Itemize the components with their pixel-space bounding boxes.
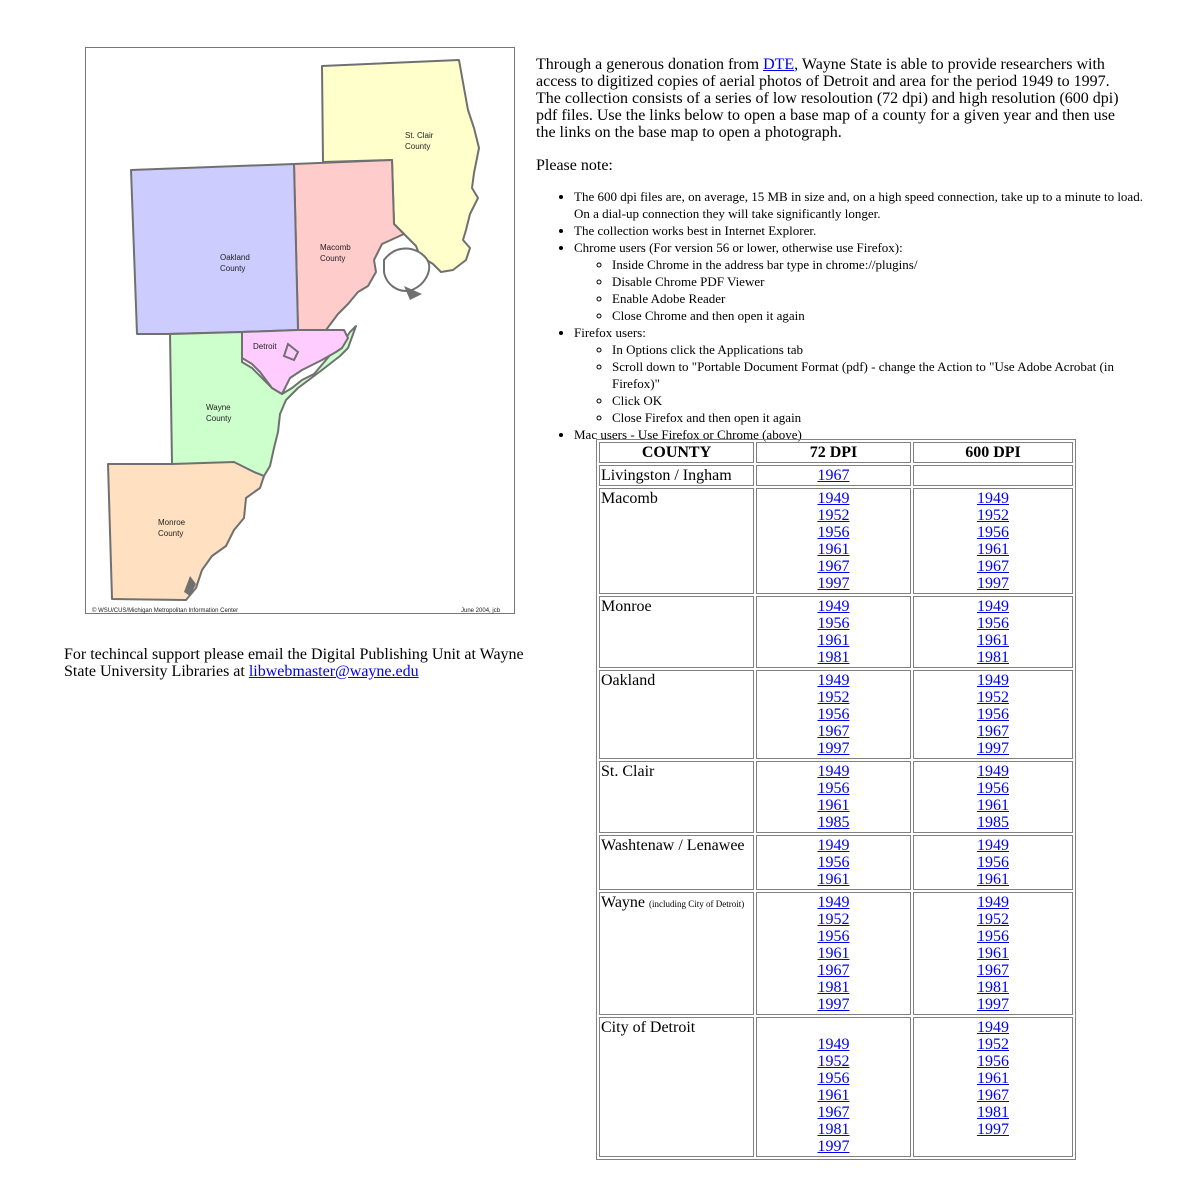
map-label-wayne-1: Wayne: [206, 403, 231, 412]
support-message: For techincal support please email the Digital Publishing Unit at Wayne State University Libraries at: [64, 646, 524, 680]
table-header-row: [599, 442, 1073, 463]
note-browser: • The collection works best in Internet Explorer.: [574, 222, 1146, 239]
year-link-600dpi[interactable]: 1956: [976, 780, 1009, 797]
year-link-600dpi[interactable]: 1961: [976, 1070, 1009, 1087]
year-link-72dpi[interactable]: 1956: [817, 928, 850, 945]
year-link-600dpi[interactable]: 1967: [976, 1087, 1009, 1104]
monroe-county-region[interactable]: [108, 462, 264, 600]
year-link-72dpi[interactable]: 1981: [817, 1121, 850, 1138]
year-link-72dpi[interactable]: 1961: [817, 945, 850, 962]
year-link-72dpi[interactable]: 1956: [817, 524, 850, 541]
dpi72-cell: [756, 1017, 911, 1157]
county-note: (including City of Detroit): [649, 899, 745, 909]
year-link-72dpi[interactable]: 1967: [817, 723, 850, 740]
year-link-72dpi[interactable]: 1949: [817, 598, 850, 615]
year-link-600dpi[interactable]: 1961: [976, 945, 1009, 962]
year-link-600dpi[interactable]: 1949: [976, 894, 1009, 911]
year-link-72dpi[interactable]: 1949: [817, 490, 850, 507]
county-name-cell: [599, 670, 754, 759]
year-link-600dpi[interactable]: 1961: [976, 632, 1009, 649]
county-name-cell: [599, 465, 754, 486]
dte-link[interactable]: DTE: [763, 56, 795, 73]
year-link-600dpi[interactable]: 1956: [976, 706, 1009, 723]
year-link-72dpi[interactable]: 1956: [817, 1070, 850, 1087]
table-row: [599, 488, 1073, 594]
header-600dpi: 600 DPI: [913, 442, 1073, 463]
county-year-table: [596, 439, 1076, 1160]
note-chrome: [574, 239, 1146, 324]
dpi600-cell: [913, 761, 1073, 833]
year-link-72dpi[interactable]: 1956: [817, 706, 850, 723]
map-label-monroe-2: County: [158, 529, 184, 538]
year-link-72dpi[interactable]: 1997: [817, 996, 850, 1013]
year-link-600dpi[interactable]: 1961: [976, 541, 1009, 558]
header-72dpi: 72 DPI: [756, 442, 911, 463]
dpi600-cell: [913, 892, 1073, 1015]
year-link-72dpi[interactable]: 1985: [817, 814, 850, 831]
support-text: [64, 646, 534, 680]
county-map-svg: [86, 48, 516, 615]
year-link-600dpi[interactable]: 1949: [976, 1019, 1009, 1036]
map-credit-left: © WSU/CUS/Michigan Metropolitan Information Center: [92, 608, 239, 614]
year-link-600dpi[interactable]: 1961: [976, 871, 1009, 888]
map-label-oakland-1: Oakland: [220, 253, 250, 262]
table-row: [599, 761, 1073, 833]
year-link-72dpi[interactable]: 1949: [817, 837, 850, 854]
firefox-step: ◦ Click OK: [612, 392, 1146, 409]
header-county: COUNTY: [599, 442, 754, 463]
year-link-600dpi[interactable]: 1967: [976, 962, 1009, 979]
county-name-cell: [599, 835, 754, 890]
year-link-72dpi[interactable]: 1956: [817, 780, 850, 797]
table-row: [599, 596, 1073, 668]
note-mac: • Mac users - Use Firefox or Chrome (above): [574, 426, 1146, 443]
year-link-600dpi[interactable]: 1956: [976, 928, 1009, 945]
year-link-72dpi[interactable]: 1949: [817, 672, 850, 689]
firefox-step: ◦ Scroll down to "Portable Document Format (pdf) - change the Action to "Use Adobe Acrobat (in Firefox)": [612, 358, 1146, 392]
map-label-st-clair-1: St. Clair: [405, 131, 434, 140]
county-name: Wayne: [601, 894, 650, 911]
dpi72-cell: [756, 465, 911, 486]
year-link-600dpi[interactable]: 1985: [976, 814, 1009, 831]
year-link-72dpi[interactable]: 1961: [817, 1087, 850, 1104]
dpi600-cell: [913, 596, 1073, 668]
please-note-label: Please note:: [536, 157, 613, 174]
chrome-step: ◦ Inside Chrome in the address bar type in chrome://plugins/: [612, 256, 1146, 273]
year-link-600dpi[interactable]: 1997: [976, 996, 1009, 1013]
year-link-72dpi[interactable]: 1981: [817, 649, 850, 666]
year-link-72dpi[interactable]: 1997: [817, 1138, 850, 1155]
year-link-600dpi[interactable]: 1997: [976, 575, 1009, 592]
year-link-600dpi[interactable]: 1949: [976, 763, 1009, 780]
year-link-72dpi[interactable]: 1967: [817, 467, 850, 484]
dpi600-cell: [913, 835, 1073, 890]
year-link-600dpi[interactable]: 1967: [976, 558, 1009, 575]
county-name: Monroe: [601, 598, 652, 615]
year-link-72dpi[interactable]: 1981: [817, 979, 850, 996]
table-row: [599, 670, 1073, 759]
map-label-detroit: Detroit: [253, 342, 277, 351]
year-link-72dpi[interactable]: 1997: [817, 740, 850, 757]
intro-paragraph: [536, 56, 1136, 141]
year-link-72dpi[interactable]: 1961: [817, 632, 850, 649]
table-row: [599, 465, 1073, 486]
county-name: City of Detroit: [601, 1019, 696, 1036]
year-link-600dpi[interactable]: 1961: [976, 797, 1009, 814]
year-link-600dpi[interactable]: 1956: [976, 524, 1009, 541]
year-link-72dpi[interactable]: 1967: [817, 558, 850, 575]
note-file-size: • The 600 dpi files are, on average, 15 MB in size and, on a high speed connection, take up to a minute to load. On a dial-up connection they will take significantly longer.: [574, 188, 1146, 222]
year-link-72dpi[interactable]: 1949: [817, 894, 850, 911]
lake-st-clair-shape: [384, 249, 429, 291]
year-link-72dpi[interactable]: 1956: [817, 854, 850, 871]
year-link-600dpi[interactable]: 1949: [976, 598, 1009, 615]
dpi600-cell: [913, 1017, 1073, 1157]
chrome-steps-list: [574, 256, 1146, 324]
year-link-72dpi[interactable]: 1961: [817, 797, 850, 814]
map-label-macomb-1: Macomb: [320, 243, 351, 252]
year-link-72dpi[interactable]: 1956: [817, 615, 850, 632]
map-credit-right: June 2004, jcb: [461, 608, 501, 614]
dpi72-cell: [756, 596, 911, 668]
note-firefox: [574, 324, 1146, 426]
year-link-600dpi[interactable]: 1949: [976, 837, 1009, 854]
dpi600-cell: [913, 488, 1073, 594]
year-link-72dpi[interactable]: 1952: [817, 689, 850, 706]
year-link-600dpi[interactable]: 1952: [976, 1036, 1009, 1053]
county-name-cell: [599, 488, 754, 594]
year-link-600dpi[interactable]: 1956: [976, 615, 1009, 632]
chrome-step: ◦ Disable Chrome PDF Viewer: [612, 273, 1146, 290]
year-link-600dpi[interactable]: 1981: [976, 979, 1009, 996]
map-label-monroe-1: Monroe: [158, 518, 186, 527]
firefox-step: ◦ In Options click the Applications tab: [612, 341, 1146, 358]
year-link-600dpi[interactable]: 1967: [976, 723, 1009, 740]
year-link-72dpi[interactable]: 1997: [817, 575, 850, 592]
year-link-72dpi[interactable]: 1949: [817, 763, 850, 780]
dpi72-cell: [756, 835, 911, 890]
year-link-72dpi[interactable]: 1952: [817, 1053, 850, 1070]
dpi72-cell: [756, 488, 911, 594]
support-email-link[interactable]: libwebmaster@wayne.edu: [248, 663, 419, 680]
year-link-600dpi[interactable]: 1949: [976, 490, 1009, 507]
year-link-600dpi[interactable]: 1997: [976, 740, 1009, 757]
county-name-cell: [599, 761, 754, 833]
note-firefox-label: Firefox users:: [574, 325, 646, 340]
year-link-72dpi[interactable]: 1961: [817, 871, 850, 888]
map-label-oakland-2: County: [220, 264, 246, 273]
year-link-600dpi[interactable]: 1956: [976, 854, 1009, 871]
chrome-step: ◦ Close Chrome and then open it again: [612, 307, 1146, 324]
intro-text-after: , Wayne State is able to provide researchers with access to digitized copies of aerial photos of Detroit and area for the period 1949 to 1997. The collection consists of a series of low resoloution (72 dpi) and high resolution (600 dpi) pdf files. Use the links below to open a base map of a county for a given year and then use the links on the base map to open a photograph.: [536, 56, 1119, 141]
note-chrome-label: Chrome users (For version 56 or lower, otherwise use Firefox):: [574, 240, 903, 255]
dpi600-cell: [913, 465, 1073, 486]
year-link-72dpi[interactable]: 1967: [817, 962, 850, 979]
year-link-600dpi[interactable]: 1981: [976, 649, 1009, 666]
year-link-600dpi[interactable]: 1952: [976, 911, 1009, 928]
firefox-steps-list: [574, 341, 1146, 426]
county-name-cell: [599, 892, 754, 1015]
notes-list: [536, 188, 1146, 443]
chrome-step: ◦ Enable Adobe Reader: [612, 290, 1146, 307]
county-name: Livingston / Ingham: [601, 467, 732, 484]
year-link-72dpi[interactable]: 1952: [817, 507, 850, 524]
dpi72-cell: [756, 892, 911, 1015]
year-link-72dpi[interactable]: 1961: [817, 541, 850, 558]
year-link-72dpi[interactable]: 1949: [817, 1036, 850, 1053]
intro-text-before: Through a generous donation from: [536, 56, 764, 73]
year-link-600dpi[interactable]: 1956: [976, 1053, 1009, 1070]
county-name: Oakland: [601, 672, 656, 689]
table-row: [599, 892, 1073, 1015]
map-label-macomb-2: County: [320, 254, 346, 263]
map-label-wayne-2: County: [206, 414, 232, 423]
county-name-cell: [599, 596, 754, 668]
year-link-600dpi[interactable]: 1997: [976, 1121, 1009, 1138]
table-body: [599, 465, 1073, 1157]
map-label-st-clair-2: County: [405, 142, 431, 151]
county-name: Macomb: [601, 490, 658, 507]
oakland-county-region[interactable]: [131, 164, 298, 334]
year-link-600dpi[interactable]: 1949: [976, 672, 1009, 689]
dpi72-cell: [756, 761, 911, 833]
dpi600-cell: [913, 670, 1073, 759]
county-name: St. Clair: [601, 763, 655, 780]
intro-section: [536, 56, 1136, 174]
year-link-600dpi[interactable]: 1952: [976, 507, 1009, 524]
county-name: Washtenaw / Lenawee: [601, 837, 745, 854]
county-name-cell: [599, 1017, 754, 1157]
dpi72-cell: [756, 670, 911, 759]
table-row: [599, 1017, 1073, 1157]
year-link-72dpi[interactable]: 1967: [817, 1104, 850, 1121]
year-link-600dpi[interactable]: 1952: [976, 689, 1009, 706]
table-row: [599, 835, 1073, 890]
county-base-map: [85, 47, 515, 614]
year-link-600dpi[interactable]: 1981: [976, 1104, 1009, 1121]
firefox-step: ◦ Close Firefox and then open it again: [612, 409, 1146, 426]
year-link-72dpi[interactable]: 1952: [817, 911, 850, 928]
